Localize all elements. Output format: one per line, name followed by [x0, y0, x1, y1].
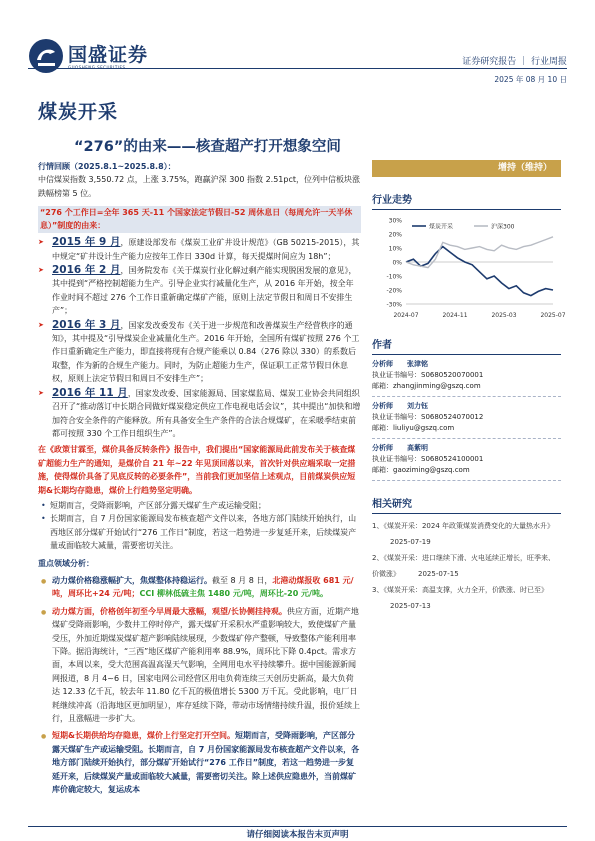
summary-item: • 长期而言，自 7 月份国家能源局发布核查超产文件以来，各地方部门陆续开始执行，山西地区部分煤矿开始试行“276 工作日”制度，若这一趋势进一步复延开来，后续煤炭产量或面临较大减量，需要密切关注。	[38, 512, 361, 552]
news-highlight: 在《政策甘霖至，煤价具备反转条件》报告中，我们提出“国家能源局此前发布关于核查煤矿超能力生产的通知，是煤价自 21 年~22 年见顶回落以来，首次针对供应端采取一定措施，使得煤价具备了见底反转的必要条件”，当前我们更加坚信上述观点，目前煤炭供应短期&长期均存隐患，煤价上行趋势坚定明确。	[38, 445, 356, 495]
side-column	[372, 160, 566, 614]
rating-badge: 增持（维持）	[372, 160, 561, 177]
history-item	[38, 387, 361, 441]
policy-history-list	[38, 236, 361, 440]
summary-item: • 短期而言，受降雨影响，产区部分露天煤矿生产或运输受阻；	[38, 499, 361, 512]
header-divider	[28, 68, 567, 69]
author-name: 张津铭	[407, 360, 428, 368]
author-cert-label: 执业证书编号：	[372, 413, 421, 421]
related-heading: 相关研究	[372, 495, 561, 514]
thermal-text: 供应方面，近期产地煤矿受降雨影响，少数井工停时停产，露天煤矿开采积水严重影响较大，致使煤矿产量受压，外加近期煤炭煤矿超产影响陆续展现，少数煤矿停产整顿，导致整体产能利用率下降。据沿海统计，“三西”地区煤矿产能利用率 88.9%，周环比下降 0.4pct。需求方面，本周以来，受大范围高温高湿天气影响，全网用电水平持续攀升。据中国能源新闻网报道，8 月 4~6 日，国家电网公司经营区用电负荷连续三天创历史新高，最大负荷达 12.33 亿千瓦，较去年 11.80 亿千瓦的极值增长 5300 万千瓦。受此影响，电厂日耗继续冲高（沿海地区更加明显），库存延续下降，带动市场情绪持续升温，报价延续上行，且涨幅进一步扩大。	[52, 606, 360, 724]
footer-note: 请仔细阅读本报告末页声明	[246, 830, 349, 840]
x-tick-label: 2025-07	[540, 312, 566, 319]
market-heading: 行情回顾（2025.8.1~2025.8.8）：	[38, 162, 176, 171]
history-year: 2015 年 9 月	[52, 236, 121, 249]
author-email[interactable]: gaoziming@gszq.com	[393, 466, 470, 474]
coking-text: 短期而言，受降雨影响，产区部分露天煤矿生产或运输受阻。长期而言，自 7 月份国家能源局发布核查超产文件以来，各地方部门陆续开始执行，部分煤矿开始试行“276 工作日”制度，若这一趋势进一步复延开来，后续煤炭产量或面临较大减量，需要密切关注。除上述供应隐患外，当前煤矿库价确定较大，复运成本	[52, 731, 360, 795]
related-title[interactable]: 1、《煤炭开采：2024 年政策煤炭消费变化的大量热水升》	[372, 522, 554, 530]
x-tick-label: 2024-11	[442, 312, 468, 319]
market-text: 中信煤炭指数 3,550.72 点，上涨 3.75%，跑赢沪深 300 指数 2.51pct，位列中信板块涨跌幅榜第 5 位。	[38, 175, 360, 198]
focus-label: 动力煤价格稳涨幅扩大，焦煤整体持稳运行。	[52, 575, 212, 585]
focus-item	[38, 729, 361, 796]
author-cert-label: 执业证书编号：	[372, 455, 421, 463]
x-tick-label: 2024-07	[393, 312, 419, 319]
focus-item	[38, 605, 361, 726]
y-tick-label: -30%	[386, 301, 402, 309]
summary-list	[38, 499, 361, 553]
y-tick-label: 30%	[388, 217, 402, 225]
author-cert: S0680520070001	[421, 371, 484, 379]
author-mail-label: 邮箱：	[372, 424, 393, 432]
brand-name: 国盛证券	[68, 44, 149, 66]
trend-chart	[372, 212, 566, 322]
series-line-coal	[406, 247, 553, 296]
y-tick-label: 0%	[392, 259, 402, 267]
sector-title: 煤炭开采	[38, 101, 119, 123]
related-title[interactable]: 3、《煤炭开采：高温支撑，火力全开，价跌涨、时已至》	[372, 586, 548, 594]
policy-box: “276 个工作日=全年 365 天-11 个国家法定节假日-52 周休息日（每周允许一天半休息）”制度的由来：	[38, 206, 361, 233]
author-name: 高紫明	[407, 444, 428, 452]
author-role: 分析师	[372, 444, 393, 452]
history-year: 2016 年 2 月	[52, 264, 121, 277]
related-item[interactable]	[372, 582, 561, 614]
focus-list	[38, 574, 361, 797]
history-year: 2016 年 11 月	[52, 386, 128, 399]
trend-chart-svg	[372, 212, 566, 322]
legend-label: 煤炭开采	[429, 223, 454, 231]
y-tick-label: -20%	[386, 287, 402, 295]
report-date: 2025 年 08 月 10 日	[494, 75, 567, 84]
legend-label: 沪深300	[491, 223, 515, 231]
focus-item	[38, 574, 361, 601]
author-email[interactable]: zhangjinming@gszq.com	[393, 382, 481, 390]
author-card	[372, 401, 561, 439]
x-tick-label: 2025-03	[491, 312, 517, 319]
history-item	[38, 236, 361, 263]
author-email[interactable]: liuliyu@gszq.com	[393, 424, 455, 432]
history-item	[38, 264, 361, 318]
author-mail-label: 邮箱：	[372, 466, 393, 474]
y-tick-label: 10%	[388, 245, 402, 253]
author-card	[372, 359, 561, 397]
brand-logo	[28, 38, 168, 78]
trend-heading: 行业走势	[372, 191, 561, 210]
focus-pre: 截至 8 月 8 日，	[212, 575, 273, 585]
page-header	[0, 0, 595, 96]
author-name: 刘力钰	[407, 402, 428, 410]
focus-heading: 重点领域分析：	[38, 558, 94, 568]
coking-head: 短期&长期供给均存隐患，煤价上行坚定打开空间。	[52, 731, 235, 741]
related-date: 2025-07-15	[418, 570, 459, 578]
author-card	[372, 443, 561, 481]
author-mail-label: 邮箱：	[372, 382, 393, 390]
main-column	[38, 160, 361, 800]
author-role: 分析师	[372, 402, 393, 410]
y-tick-label: -10%	[386, 273, 402, 281]
related-date: 2025-07-19	[390, 538, 431, 546]
focus-coking-price: CCI 柳林低硫主焦 1480 元/吨，周环比-20 元/吨。	[139, 589, 328, 599]
related-list	[372, 518, 561, 614]
history-year: 2016 年 3 月	[52, 318, 121, 331]
author-cert: S0680524100001	[421, 455, 484, 463]
history-text: ，国家发改委发布《关于进一步规范和改善煤炭生产经营秩序的通知》，其中提及“引导煤炭企业减量化生产。2016 年开始，全国所有煤矿按照 276 个工作日重新确定生产能力，即直接将现有合规产能乘以 0.84（276 除以 330）的系数后取整，作为新的合规生产能力。同时，为防止超能力生产，保证职工正常节假日休息权，原则上法定节假日和周日不安排生产”；	[52, 320, 360, 384]
related-item[interactable]	[372, 550, 561, 582]
author-heading: 作者	[372, 336, 561, 355]
focus-thermal-price: 北港动煤报收 681 元/吨，周环比+24 元/吨；	[52, 575, 354, 599]
related-title[interactable]: 2、《煤炭开采：进口继续下滑、火电延续正增长，旺季来、价微涨》	[372, 554, 555, 578]
history-text: ，国务院发布《关于煤炭行业化解过剩产能实现脱困发展的意见》，其中提到“严格控制超能力生产。引导企业实行减量化生产，从 2016 年开始，按全年作业时间不超过 276 个工作日重新确定煤矿产能，原则上法定节假日和周日不安排生产”；	[52, 266, 357, 316]
y-tick-label: 20%	[388, 231, 402, 239]
author-cert-label: 执业证书编号：	[372, 371, 421, 379]
related-item[interactable]	[372, 518, 561, 550]
history-text: ，国家发改委、国家能源局、国家煤监局、煤炭工业协会共同组织召开了“推动落订中长期合同做好煤炭稳定供应工作电视电话会议”，其中提出“加快和增加符合安全条件的产能释放。所有具备安全生产条件的合法合规煤矿，在采暖季结束前都可按照 330 个工作日组织生产”。	[52, 388, 361, 438]
history-item	[38, 319, 361, 386]
thermal-head: 动力煤方面，价格创年初至今早周最大涨幅，观望/长协侧挂持观。	[52, 606, 287, 616]
footer-divider	[28, 826, 567, 827]
author-cert: S0680524070012	[421, 413, 484, 421]
related-date: 2025-07-13	[390, 602, 431, 610]
author-role: 分析师	[372, 360, 393, 368]
report-type: 证券研究报告 ｜ 行业周报	[462, 57, 567, 67]
report-title: “276”的由来——核查超产打开想象空间	[74, 139, 341, 155]
history-text: ，原建设部发布《煤炭工业矿井设计规范》（GB 50215-2015），其中规定“矿井设计生产能力应按年工作日 330d 计算，每天提煤时间应为 18h”；	[52, 238, 360, 261]
